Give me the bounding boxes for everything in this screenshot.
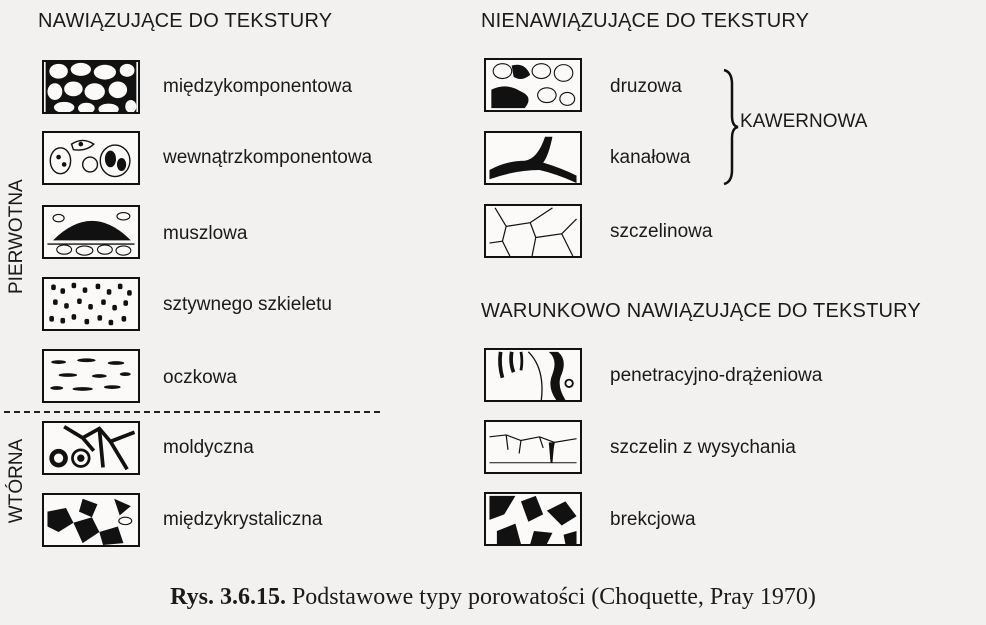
item-label-growth-framework: sztywnego szkieletu [163,294,332,315]
growth-framework-pattern-icon [42,277,140,331]
breccia-pattern-icon [484,492,582,546]
textural-header: NAWIĄZUJĄCE DO TEKSTURY [38,10,333,32]
primary-secondary-divider [4,411,380,413]
shelter-pattern-icon [42,205,140,259]
item-label-shelter: muszlowa [163,223,248,244]
non-textural-header: NIENAWIĄZUJĄCE DO TEKSTURY [481,10,810,32]
item-label-burrow-boring: penetracyjno-drążeniowa [610,365,823,386]
moldic-pattern-icon [42,421,140,475]
intraparticle-pattern-icon [42,131,140,185]
item-label-fenestral: oczkowa [163,367,237,388]
item-label-breccia: brekcjowa [610,509,696,530]
item-label-moldic: moldyczna [163,437,254,458]
item-label-shrinkage: szczelin z wysychania [610,437,796,458]
vug-pattern-icon [484,58,582,112]
shrinkage-pattern-icon [484,420,582,474]
burrow-boring-pattern-icon [484,348,582,402]
item-label-intercrystal: międzykrystaliczna [163,509,323,530]
interparticle-pattern-icon [42,60,140,114]
fenestral-pattern-icon [42,349,140,403]
item-label-channel: kanałowa [610,147,691,168]
item-label-interparticle: międzykomponentowa [163,76,353,97]
kawernowa-label: KAWERNOWA [740,111,868,132]
intercrystal-pattern-icon [42,493,140,547]
fracture-pattern-icon [484,204,582,258]
channel-pattern-icon [484,131,582,185]
item-label-intraparticle: wewnątrzkomponentowa [163,147,373,168]
caption-text: Podstawowe typy porowatości (Choquette, Pray 1970) [285,584,816,610]
figure-caption [0,584,986,611]
caption-number: Rys. 3.6.15. [170,584,286,610]
conditional-header: WARUNKOWO NAWIĄZUJĄCE DO TEKSTURY [481,300,921,322]
kawernowa-brace [720,68,740,186]
item-label-vug: druzowa [610,76,682,97]
secondary-side-label: WTÓRNA [6,438,27,524]
primary-side-label: PIERWOTNA [6,179,27,294]
item-label-fracture: szczelinowa [610,221,713,242]
